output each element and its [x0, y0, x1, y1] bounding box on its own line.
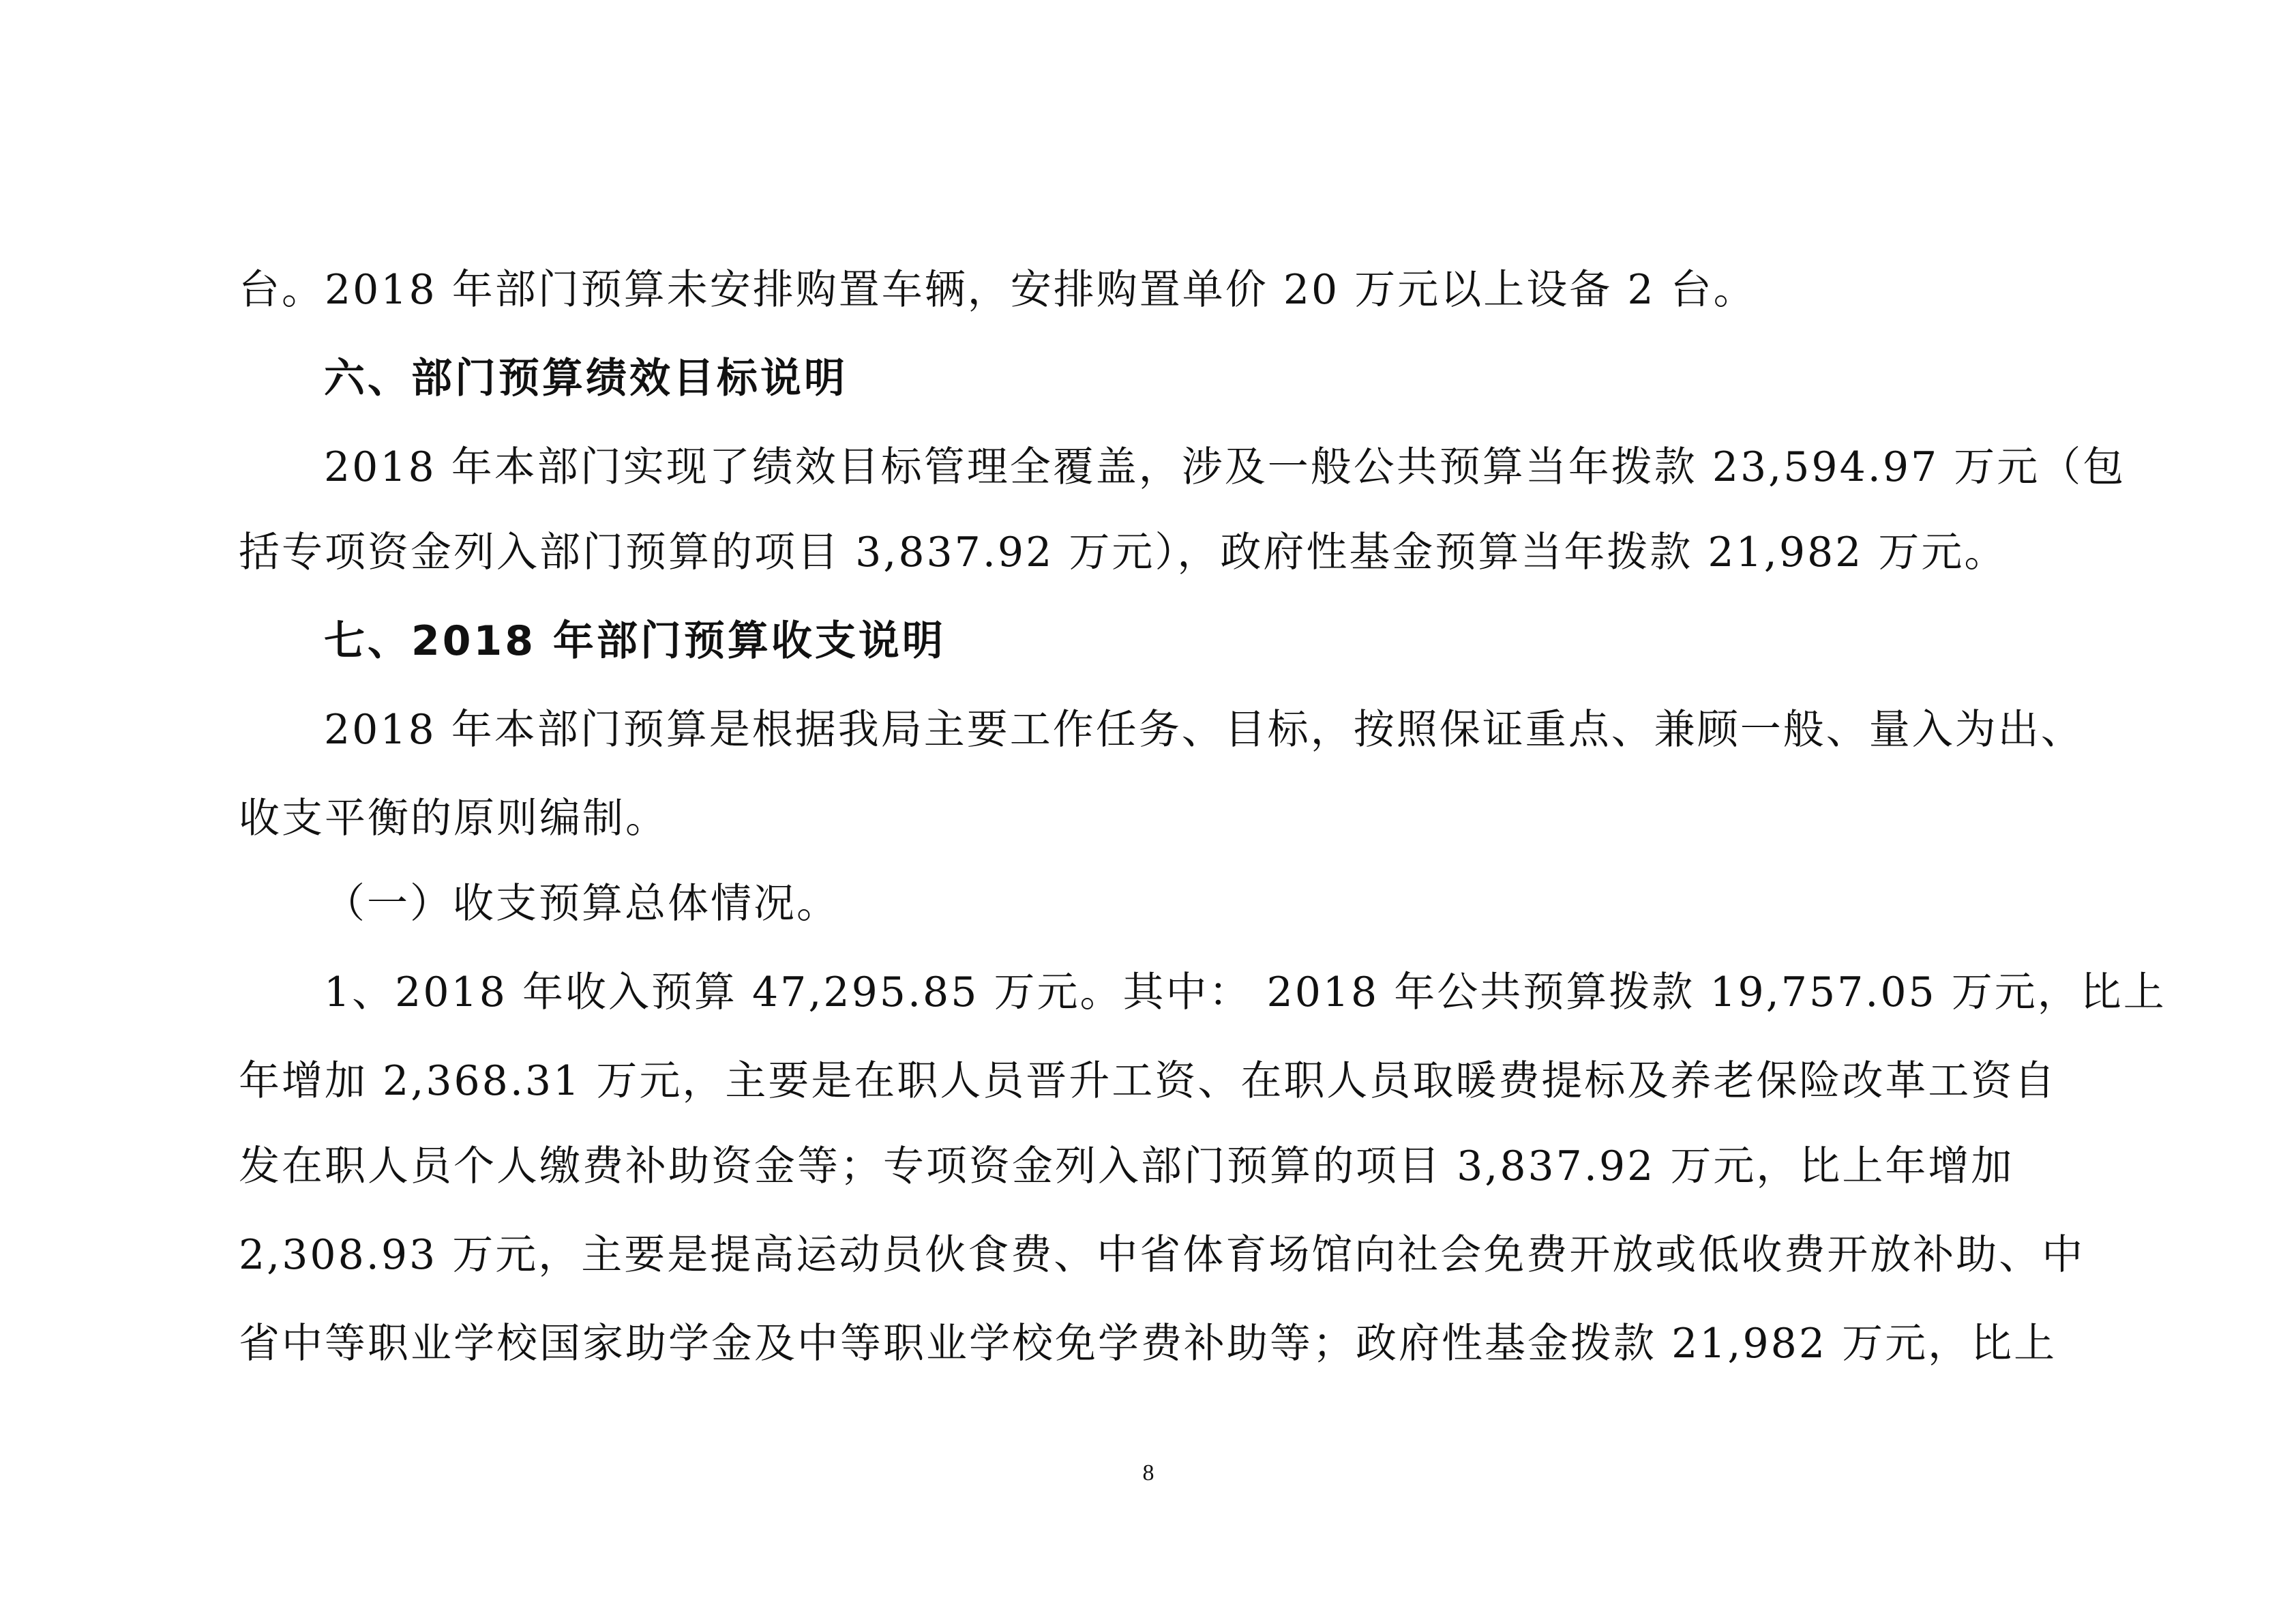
subsection-heading: （一）收支预算总体情况。: [324, 880, 839, 928]
page-number: 8: [1142, 1460, 1154, 1486]
paragraph-line: 省中等职业学校国家助学金及中等职业学校免学费补助等；政府性基金拨款 21,982 万元，比上: [239, 1320, 2057, 1368]
paragraph-line: 收支平衡的原则编制。: [239, 795, 668, 842]
paragraph-line: 2,308.93 万元，主要是提高运动员伙食费、中省体育场馆向社会免费开放或低收费开放补助、中: [239, 1231, 2085, 1279]
paragraph-line: 发在职人员个人缴费补助资金等；专项资金列入部门预算的项目 3,837.92 万元，比上年增加: [239, 1142, 2014, 1190]
paragraph-line: 台。2018 年部门预算未安排购置车辆，安排购置单价 20 万元以上设备 2 台。: [239, 266, 1757, 314]
section-heading-6: 六、部门预算绩效目标说明: [324, 355, 848, 402]
paragraph-line: 括专项资金列入部门预算的项目 3,837.92 万元），政府性基金预算当年拨款 21,982 万元。: [239, 529, 2008, 576]
paragraph-line: 年增加 2,368.31 万元，主要是在职人员晋升工资、在职人员取暖费提标及养老保险改革工资自: [239, 1057, 2057, 1105]
paragraph-line: 2018 年本部门预算是根据我局主要工作任务、目标，按照保证重点、兼顾一般、量入为出、: [324, 706, 2084, 754]
paragraph-line: 2018 年本部门实现了绩效目标管理全覆盖，涉及一般公共预算当年拨款 23,594.97 万元（包: [324, 443, 2126, 491]
paragraph-line: 1、2018 年收入预算 47,295.85 万元。其中： 2018 年公共预算拨款 19,757.05 万元，比上: [324, 969, 2166, 1016]
section-heading-7: 七、2018 年部门预算收支说明: [324, 617, 946, 665]
